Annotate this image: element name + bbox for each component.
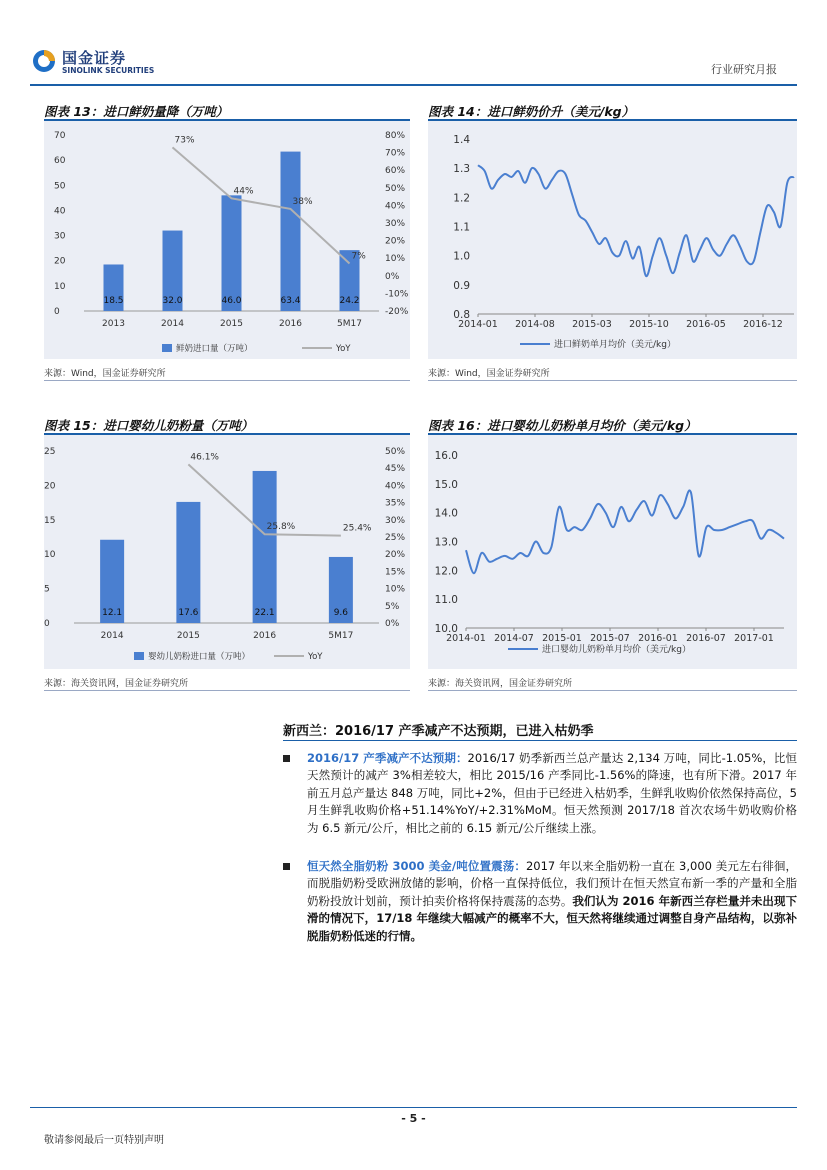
legend-bar-swatch <box>162 344 172 352</box>
bullet-fonterra-wmp <box>283 858 797 945</box>
logo-english-name: SINOLINK SECURITIES <box>62 66 155 75</box>
y-tick-label: 16.0 <box>434 450 458 462</box>
yoy-value-label: 7% <box>351 251 366 262</box>
y-right-tick-label: 15% <box>385 567 406 578</box>
x-tick-label: 5M17 <box>328 631 354 641</box>
bullet-2-text: 2017 年以来全脂奶粉一直在 3,000 美元左右徘徊，而脱脂奶粉受欧洲放储的影响，价格一直保持低位，我们预计在恒天然宣布新一季的产量和全脂奶粉投放计划前，预计拍卖价格将保持震荡的态势。 <box>307 859 797 908</box>
y-tick-label: 1.0 <box>453 250 470 263</box>
yoy-value-label: 44% <box>233 186 254 197</box>
x-tick-label: 2016-07 <box>686 633 726 644</box>
y-right-tick-label: 30% <box>385 515 406 526</box>
y-left-tick-label: 0 <box>54 307 60 317</box>
x-tick-label: 2015-01 <box>542 633 582 644</box>
x-tick-label: 2014 <box>100 631 124 641</box>
section-title-rule <box>283 740 797 741</box>
y-tick-label: 1.3 <box>453 163 470 176</box>
legend-bar-label: 鲜奶进口量（万吨） <box>176 344 253 354</box>
x-tick-label: 2014-07 <box>494 633 534 644</box>
x-tick-label: 2015-03 <box>572 319 612 330</box>
figure-14-chart <box>428 121 797 359</box>
y-right-tick-label: 30% <box>385 219 406 229</box>
figure-16-source: 来源：海关资讯网，国金证券研究所 <box>428 679 573 689</box>
y-right-tick-label: 40% <box>385 201 406 212</box>
x-tick-label: 2016 <box>279 319 302 329</box>
header-divider <box>30 84 797 86</box>
y-right-tick-label: 50% <box>385 183 406 194</box>
bar <box>222 195 242 311</box>
figure-13-title: 图表 13：进口鲜奶量降（万吨） <box>44 104 229 119</box>
y-tick-label: 13.0 <box>434 536 458 549</box>
legend-line-label: 进口婴幼儿奶粉单月均价（美元/kg） <box>542 645 691 655</box>
yoy-value-label: 46.1% <box>190 452 219 463</box>
bullet-2-highlight: 恒天然全脂奶粉 3000 美金/吨位置震荡： <box>307 859 526 873</box>
bar-value-label: 17.6 <box>178 608 199 618</box>
figure-15-panel <box>44 435 410 669</box>
yoy-value-label: 38% <box>292 196 313 207</box>
figure-16-title: 图表 16：进口婴幼儿奶粉单月均价（美元/kg） <box>428 418 697 433</box>
x-tick-label: 2014-01 <box>458 319 498 330</box>
x-tick-label: 2016-12 <box>743 319 783 330</box>
y-right-tick-label: 10% <box>385 254 406 265</box>
figure-13-panel <box>44 121 410 359</box>
y-right-tick-label: 25% <box>385 533 406 543</box>
figure-16-source-rule <box>428 690 797 691</box>
bullet-new-zealand-output <box>283 750 797 837</box>
figure-14-source-rule <box>428 380 797 381</box>
y-tick-label: 1.4 <box>453 134 470 146</box>
y-left-tick-label: 10 <box>54 281 66 292</box>
footer-disclaimer: 敬请参阅最后一页特别声明 <box>44 1135 164 1146</box>
y-left-tick-label: 25 <box>44 447 56 457</box>
bullet-square-icon <box>283 755 290 762</box>
figure-15-chart <box>44 435 410 669</box>
legend-bar-label: 婴幼儿奶粉进口量（万吨） <box>148 652 251 662</box>
yoy-value-label: 73% <box>174 135 195 146</box>
figure-14-source: 来源：Wind，国金证券研究所 <box>428 369 550 379</box>
y-right-tick-label: 5% <box>385 601 400 612</box>
figure-16-chart <box>428 435 797 669</box>
x-tick-label: 2014-01 <box>446 633 486 644</box>
x-tick-label: 2014-08 <box>515 319 555 330</box>
x-tick-label: 2015 <box>176 631 200 641</box>
x-tick-label: 2017-01 <box>734 633 774 644</box>
figure-14-title: 图表 14：进口鲜奶价升（美元/kg） <box>428 104 635 119</box>
page-header <box>0 0 827 84</box>
yoy-line <box>173 147 350 263</box>
y-left-tick-label: 20 <box>54 256 66 267</box>
figure-15-source-rule <box>44 690 410 691</box>
y-right-tick-label: 35% <box>385 498 406 509</box>
x-tick-label: 2013 <box>102 319 125 329</box>
legend-line-label: YoY <box>336 344 351 354</box>
bar-value-label: 46.0 <box>221 296 242 306</box>
bar <box>281 152 301 311</box>
y-left-tick-label: 60 <box>54 156 66 167</box>
figure-15-source: 来源：海关资讯网，国金证券研究所 <box>44 679 189 689</box>
bullet-square-icon <box>283 863 290 870</box>
figure-15-title: 图表 15：进口婴幼儿奶粉量（万吨） <box>44 418 254 433</box>
legend-bar-swatch <box>134 652 144 660</box>
y-left-tick-label: 5 <box>44 584 50 595</box>
x-tick-label: 5M17 <box>337 319 362 329</box>
y-right-tick-label: 70% <box>385 148 406 159</box>
section-title: 新西兰：2016/17 产季减产不达预期，已进入枯奶季 <box>283 724 594 739</box>
y-left-tick-label: 10 <box>44 550 56 561</box>
figure-13-source: 来源：Wind，国金证券研究所 <box>44 369 166 379</box>
y-left-tick-label: 70 <box>54 131 66 141</box>
figure-13-chart <box>44 121 410 359</box>
price-line <box>478 165 794 276</box>
y-left-tick-label: 30 <box>54 231 66 242</box>
y-left-tick-label: 15 <box>44 515 56 526</box>
legend-line-label: YoY <box>308 652 323 662</box>
x-tick-label: 2016-01 <box>638 633 678 644</box>
y-right-tick-label: 20% <box>385 236 406 247</box>
page-number: - 5 - <box>401 1112 426 1125</box>
figure-13-source-rule <box>44 380 410 381</box>
y-right-tick-label: 10% <box>385 584 406 595</box>
y-right-tick-label: 45% <box>385 464 406 475</box>
y-tick-label: 0.9 <box>453 279 470 292</box>
y-tick-label: 14.0 <box>434 507 458 520</box>
figure-14-panel <box>428 121 797 359</box>
y-tick-label: 1.1 <box>453 221 470 234</box>
y-left-tick-label: 0 <box>44 619 50 629</box>
bar-value-label: 22.1 <box>254 608 275 618</box>
bar <box>176 502 200 623</box>
bar-value-label: 63.4 <box>280 296 301 306</box>
y-left-tick-label: 50 <box>54 181 66 192</box>
x-tick-label: 2016 <box>253 631 277 641</box>
figure-16-panel <box>428 435 797 669</box>
footer-divider <box>30 1107 797 1108</box>
y-right-tick-label: 50% <box>385 447 406 457</box>
x-tick-label: 2015-07 <box>590 633 630 644</box>
yoy-value-label: 25.8% <box>266 522 296 533</box>
y-tick-label: 0.8 <box>453 309 470 321</box>
x-tick-label: 2014 <box>161 319 184 329</box>
x-tick-label: 2015-10 <box>629 319 669 330</box>
legend-line-label: 进口鲜奶单月均价（美元/kg） <box>554 340 676 350</box>
bullet-1-text: 2016/17 奶季新西兰总产量达 2,134 万吨，同比-1.05%，比恒天然预计的减产 3%相差较大，相比 2015/16 产季同比-1.56%的降速，也有所下滑。2017 年前五月总产量达 848 万吨，同比+2%，但由于已经进入枯奶季，生鲜乳收购价依然保持高位，5 月生鲜乳收购价格+51.14%YoY/+2.31%MoM。恒天然预测 2017/18 首次农场牛奶收购价格为 6.5 新元/公斤，相比之前的 6.15 新元/公斤继续上涨。 <box>307 751 797 835</box>
bar-value-label: 32.0 <box>162 296 183 306</box>
bar-value-label: 9.6 <box>333 608 349 618</box>
y-tick-label: 11.0 <box>434 594 458 607</box>
bar-value-label: 12.1 <box>102 608 123 618</box>
y-right-tick-label: -20% <box>385 307 409 317</box>
y-right-tick-label: 0% <box>385 619 400 629</box>
logo-chinese-name: 国金证券 <box>62 49 127 67</box>
y-tick-label: 10.0 <box>434 623 458 635</box>
bar <box>253 471 277 623</box>
y-right-tick-label: 0% <box>385 271 400 282</box>
y-right-tick-label: 80% <box>385 131 406 141</box>
y-left-tick-label: 40 <box>54 206 66 217</box>
bullet-1-highlight: 2016/17 产季减产不达预期： <box>307 751 468 765</box>
y-tick-label: 12.0 <box>434 565 458 578</box>
x-tick-label: 2016-05 <box>686 319 726 330</box>
price-line <box>466 490 784 573</box>
report-type-label: 行业研究月报 <box>711 63 777 76</box>
bullet-2-bold-conclusion: 我们认为 2016 年新西兰存栏量并未出现下滑的情况下，17/18 年继续大幅减产的概率不大，恒天然将继续通过调整自身产品结构，以弥补脱脂奶粉低迷的行情。 <box>307 893 798 943</box>
y-right-tick-label: 20% <box>385 550 406 561</box>
y-right-tick-label: 60% <box>385 166 406 177</box>
y-right-tick-label: -10% <box>385 289 409 300</box>
x-tick-label: 2015 <box>220 319 243 329</box>
yoy-value-label: 25.4% <box>342 523 372 534</box>
y-right-tick-label: 40% <box>385 481 406 492</box>
y-tick-label: 1.2 <box>453 192 470 205</box>
bar-value-label: 24.2 <box>339 296 360 306</box>
bar-value-label: 18.5 <box>103 296 124 306</box>
y-left-tick-label: 20 <box>44 481 56 492</box>
y-tick-label: 15.0 <box>434 478 458 491</box>
